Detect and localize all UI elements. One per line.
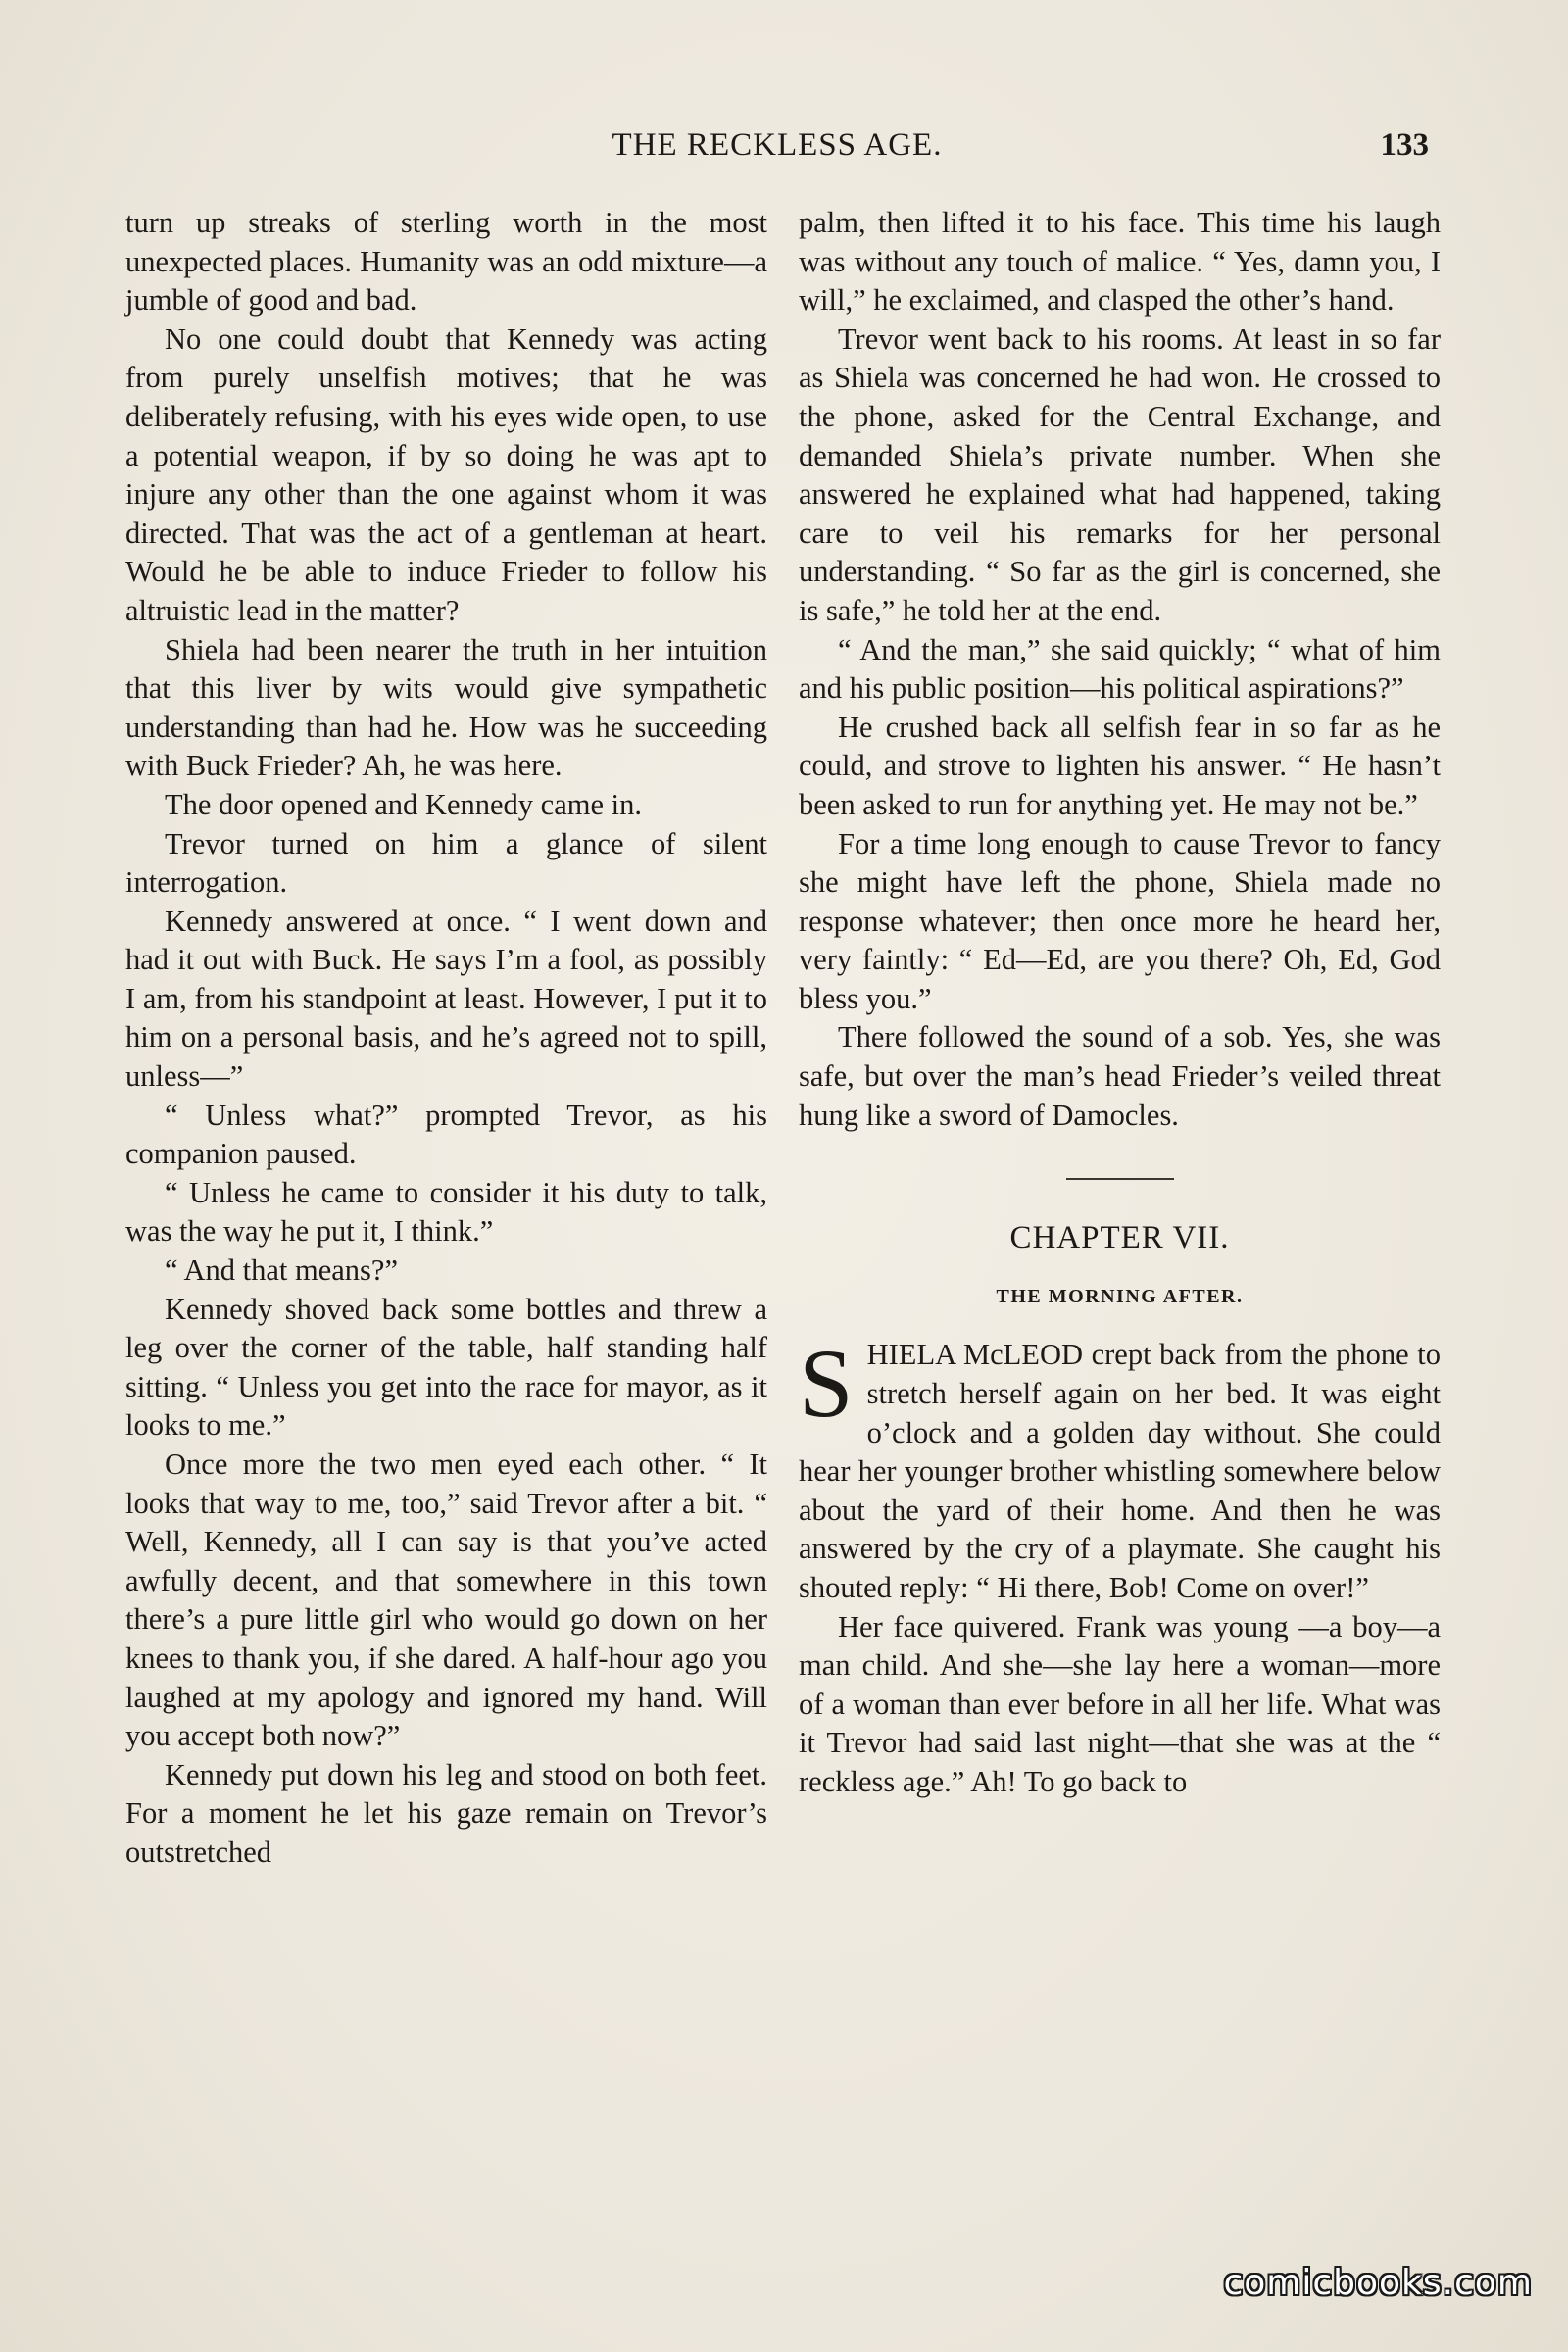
paragraph: There followed the sound of a sob. Yes, she was safe, but over the man’s head Frieder’s veiled threat hung like a sword of Damocles. <box>799 1020 1441 1132</box>
page-number: 133 <box>1380 127 1429 163</box>
paragraph: Kennedy answered at once. “ I went down and had it out with Buck. He says I’m a fool, as possibly I am, from his standpoint at least. However, I put it to him on a personal basis, and he’s agreed not to spill, unless—” <box>125 904 767 1094</box>
paragraph: Trevor turned on him a glance of silent interrogation. <box>125 826 767 900</box>
paragraph: Trevor went back to his rooms. At least in so far as Shiela was concerned he had won. He crossed to the phone, asked for the Central Exchange, and demanded Shiela’s private number. When she answered he explained what had happened, taking care to veil his remarks for her personal understanding. “ So far as the girl is concerned, she is safe,” he told her at the end. <box>799 321 1441 627</box>
page-header <box>125 127 1429 176</box>
chapter-opening-text: HIELA McLEOD crept back from the phone to stretch herself again on her bed. It was eight o’clock and a golden day without. She could hear her younger brother whistling somewhere below about the yard of their home. And then he was answered by the cry of a playmate. She caught his shouted reply: “ Hi there, Bob! Come on over!” <box>799 1338 1441 1604</box>
paragraph: turn up streaks of sterling worth in the most unexpected places. Humanity was an odd mixture—a jumble of good and bad. <box>125 206 767 318</box>
paragraph: palm, then lifted it to his face. This time his laugh was without any touch of malice. “ Yes, damn you, I will,” he exclaimed, and clasped the other’s hand. <box>799 206 1441 318</box>
chapter-title: CHAPTER VII. <box>1009 1220 1230 1256</box>
chapter-subtitle: THE MORNING AFTER. <box>996 1285 1244 1307</box>
section-divider <box>1066 1178 1174 1180</box>
site-watermark: comicbooks.com <box>1223 2263 1533 2303</box>
paragraph: Her face quivered. Frank was young —a boy—a man child. And she—she lay here a woman—more of a woman than ever before in all her life. What was it Trevor had said last night—that she was at the “ reckless age.” Ah! To go back to <box>799 1609 1441 1798</box>
paragraph: Shiela had been nearer the truth in her intuition that this liver by wits would give sympathetic understanding than had he. How was he succeeding with Buck Frieder? Ah, he was here. <box>125 632 767 783</box>
running-title: THE RECKLESS AGE. <box>612 127 943 163</box>
paragraph: For a time long enough to cause Trevor to fancy she might have left the phone, Shiela made no response whatever; then once more he heard her, very faintly: “ Ed—Ed, are you there? Oh, Ed, God bless you.” <box>799 826 1441 1015</box>
paragraph: Once more the two men eyed each other. “ It looks that way to me, too,” said Trevor after a bit. “ Well, Kennedy, all I can say is that you’ve acted awfully decent, and that somewhere in this town there’s a pure little girl who would go down on her knees to thank you, if she dared. A half-hour ago you laughed at my apology and ignored my hand. Will you accept both now?” <box>125 1447 767 1753</box>
paragraph: He crushed back all selfish fear in so far as he could, and strove to lighten his answer. “ He hasn’t been asked to run for anything yet. He may not be.” <box>799 710 1441 821</box>
paragraph: Kennedy put down his leg and stood on both feet. For a moment he let his gaze remain on Trevor’s outstretched <box>125 1757 767 1869</box>
right-column <box>799 204 1441 1802</box>
chapter-opening-paragraph <box>799 1329 1441 1607</box>
drop-cap: S <box>799 1329 854 1439</box>
paragraph: “ Unless what?” prompted Trevor, as his companion paused. <box>125 1098 767 1171</box>
paragraph: The door opened and Kennedy came in. <box>165 787 642 821</box>
paragraph: Kennedy shoved back some bottles and threw a leg over the corner of the table, half standing half sitting. “ Unless you get into the race for mayor, as it looks to me.” <box>125 1292 767 1443</box>
paragraph: “ And that means?” <box>165 1253 398 1288</box>
paragraph: “ And the man,” she said quickly; “ what of him and his public position—his political aspirations?” <box>799 632 1441 706</box>
paragraph: No one could doubt that Kennedy was acting from purely unselfish motives; that he was deliberately refusing, with his eyes wide open, to use a potential weapon, if by so doing he was apt to injure any other than the one against whom it was directed. That was the act of a gentleman at heart. Would he be able to induce Frieder to follow his altruistic lead in the matter? <box>125 321 767 627</box>
paragraph: “ Unless he came to consider it his duty to talk, was the way he put it, I think.” <box>125 1175 767 1249</box>
left-column <box>125 204 767 1873</box>
